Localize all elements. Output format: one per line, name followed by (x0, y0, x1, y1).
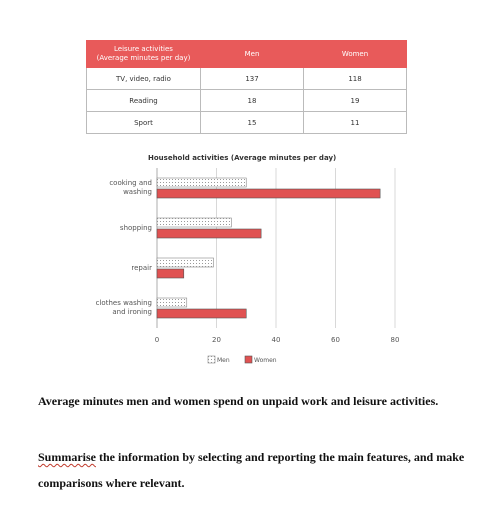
bar-men (157, 218, 231, 227)
leisure-header-line1: Leisure activities (114, 45, 173, 53)
category-label: washing (123, 188, 152, 196)
x-tick-label: 40 (271, 336, 281, 344)
bar-women (157, 189, 380, 198)
bars-layer (157, 178, 380, 318)
category-label: cooking and (109, 179, 152, 187)
table-cell-activity: Sport (87, 112, 201, 134)
table-cell-men: 137 (201, 68, 304, 90)
bar-men (157, 298, 187, 307)
x-tick-labels (155, 336, 400, 344)
bar-women (157, 309, 246, 318)
table-cell-activity: TV, video, radio (87, 68, 201, 90)
bar-men (157, 178, 246, 187)
bar-women (157, 269, 184, 278)
bar-men (157, 258, 214, 267)
category-label: clothes washing (95, 299, 152, 307)
leisure-table (86, 40, 407, 134)
table-cell-women: 19 (304, 90, 407, 112)
leisure-header-women: Women (304, 41, 407, 68)
category-label: shopping (119, 224, 152, 232)
household-bar-chart (0, 148, 490, 370)
category-labels (96, 179, 152, 316)
caption-instructions-rest: the information by selecting and reporting the main features, and make comparisons where relevant. (38, 450, 465, 490)
legend-label-women: Women (254, 357, 277, 364)
table-row (87, 90, 407, 112)
table-cell-activity: Reading (87, 90, 201, 112)
bar-women (157, 229, 261, 238)
legend-swatch-men (208, 356, 215, 363)
table-cell-women: 11 (304, 112, 407, 134)
leisure-header-line2: (Average minutes per day) (96, 54, 191, 62)
caption-instructions (38, 444, 478, 496)
table-cell-men: 15 (201, 112, 304, 134)
x-tick-label: 20 (212, 336, 221, 344)
table-row (87, 68, 407, 90)
legend (208, 356, 277, 364)
table-cell-men: 18 (201, 90, 304, 112)
legend-label-men: Men (217, 357, 230, 364)
legend-swatch-women (245, 356, 252, 363)
table-row (87, 112, 407, 134)
x-tick-label: 80 (390, 336, 400, 344)
leisure-table-header-row (87, 41, 407, 68)
caption-summarise-word: Summarise (38, 450, 96, 464)
leisure-header-men: Men (201, 41, 304, 68)
chart-title: Household activities (Average minutes per day) (148, 154, 337, 162)
table-cell-women: 118 (304, 68, 407, 90)
leisure-header-activity (87, 41, 201, 68)
category-label: repair (131, 264, 152, 272)
caption-task: Average minutes men and women spend on unpaid work and leisure activities. (38, 394, 439, 408)
x-tick-label: 0 (154, 336, 160, 344)
category-label: and ironing (112, 308, 152, 316)
x-tick-label: 60 (331, 336, 340, 344)
